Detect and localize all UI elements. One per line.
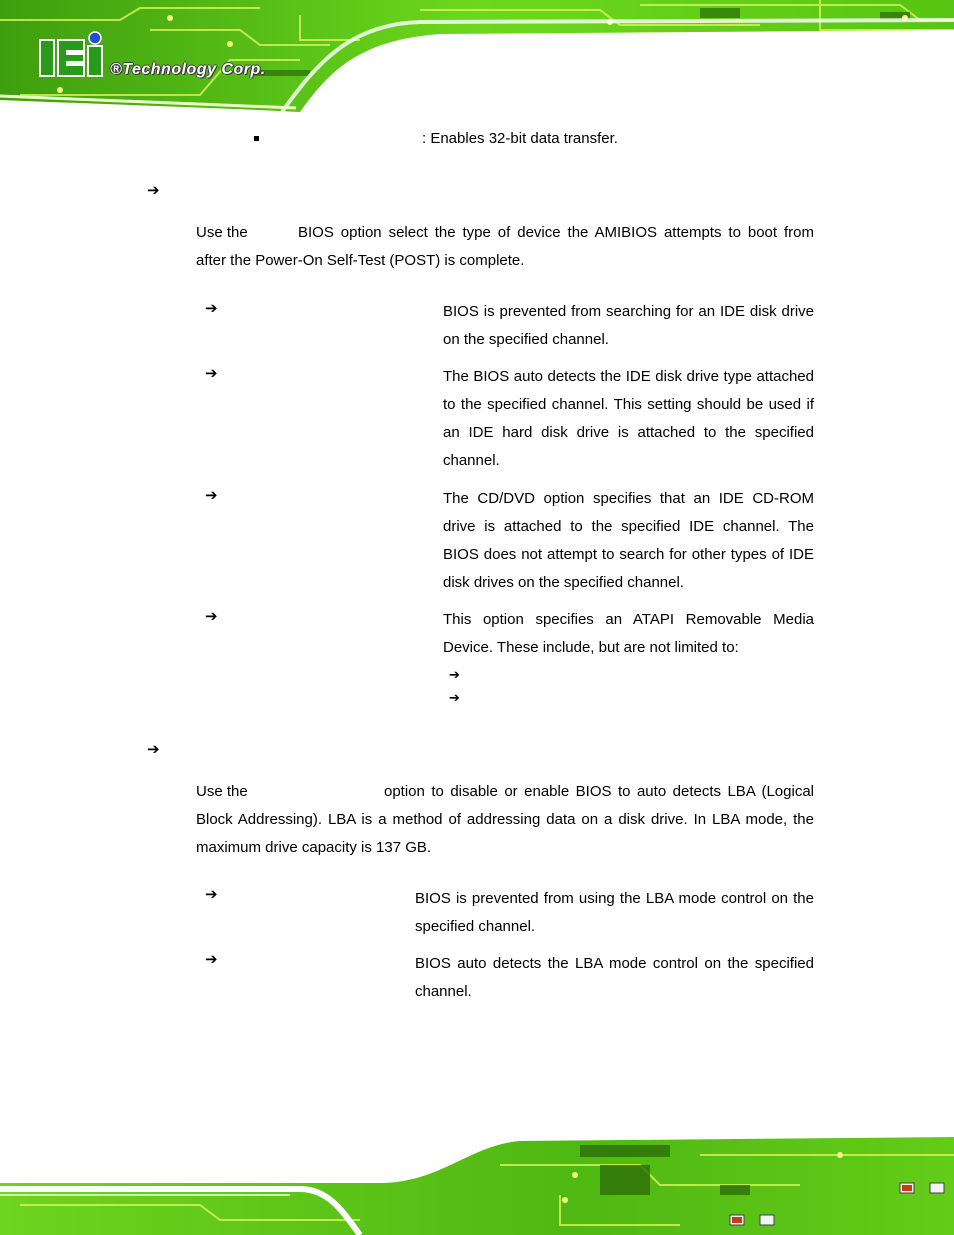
lba-option-desc: BIOS auto detects the LBA mode control on the specified channel. (415, 955, 814, 1000)
right-arrow-icon: ➔ (205, 950, 218, 968)
right-arrow-icon: ➔ (205, 607, 218, 625)
lba-paragraph-lead: Use the (196, 783, 248, 800)
right-arrow-icon: ➔ (205, 299, 218, 317)
right-arrow-icon: ➔ (449, 691, 460, 706)
company-name: ®Technology Corp. (110, 61, 266, 78)
square-bullet-icon (254, 136, 259, 141)
type-option-desc: The BIOS auto detects the IDE disk drive type attached to the specified channel. This setting should be used if an IDE hard disk drive is attached to the specified channel. (443, 368, 814, 469)
bullet-32bit-text: : Enables 32-bit data transfer. (422, 130, 618, 147)
right-arrow-icon: ➔ (205, 364, 218, 382)
type-option-desc: This option specifies an ATAPI Removable Media Device. These include, but are not limited to: (443, 611, 814, 656)
lba-paragraph (196, 778, 814, 862)
type-option-desc: The CD/DVD option specifies that an IDE CD-ROM drive is attached to the specified IDE channel. The BIOS does not attempt to search for other types of IDE disk drives on the specified channel. (443, 490, 814, 591)
right-arrow-icon: ➔ (205, 885, 218, 903)
type-paragraph-lead: Use the (196, 224, 248, 241)
type-option-desc: BIOS is prevented from searching for an IDE disk drive on the specified channel. (443, 303, 814, 348)
header-banner (0, 0, 954, 112)
type-paragraph-text: BIOS option select the type of device the AMIBIOS attempts to boot from after the Power-On Self-Test (POST) is complete. (196, 224, 814, 269)
footer-banner (0, 1125, 954, 1235)
circuit-board-header-graphic (0, 0, 954, 112)
right-arrow-icon: ➔ (147, 740, 160, 758)
right-arrow-icon: ➔ (449, 668, 460, 683)
type-paragraph (196, 219, 814, 275)
right-arrow-icon: ➔ (147, 181, 160, 199)
circuit-board-footer-graphic (0, 1125, 954, 1235)
lba-option-desc: BIOS is prevented from using the LBA mode control on the specified channel. (415, 890, 814, 935)
right-arrow-icon: ➔ (205, 486, 218, 504)
lba-paragraph-text: option to disable or enable BIOS to auto detects LBA (Logical Block Addressing). LBA is a method of addressing data on a disk drive. In LBA mode, the maximum drive capacity is 137 GB. (196, 783, 814, 856)
